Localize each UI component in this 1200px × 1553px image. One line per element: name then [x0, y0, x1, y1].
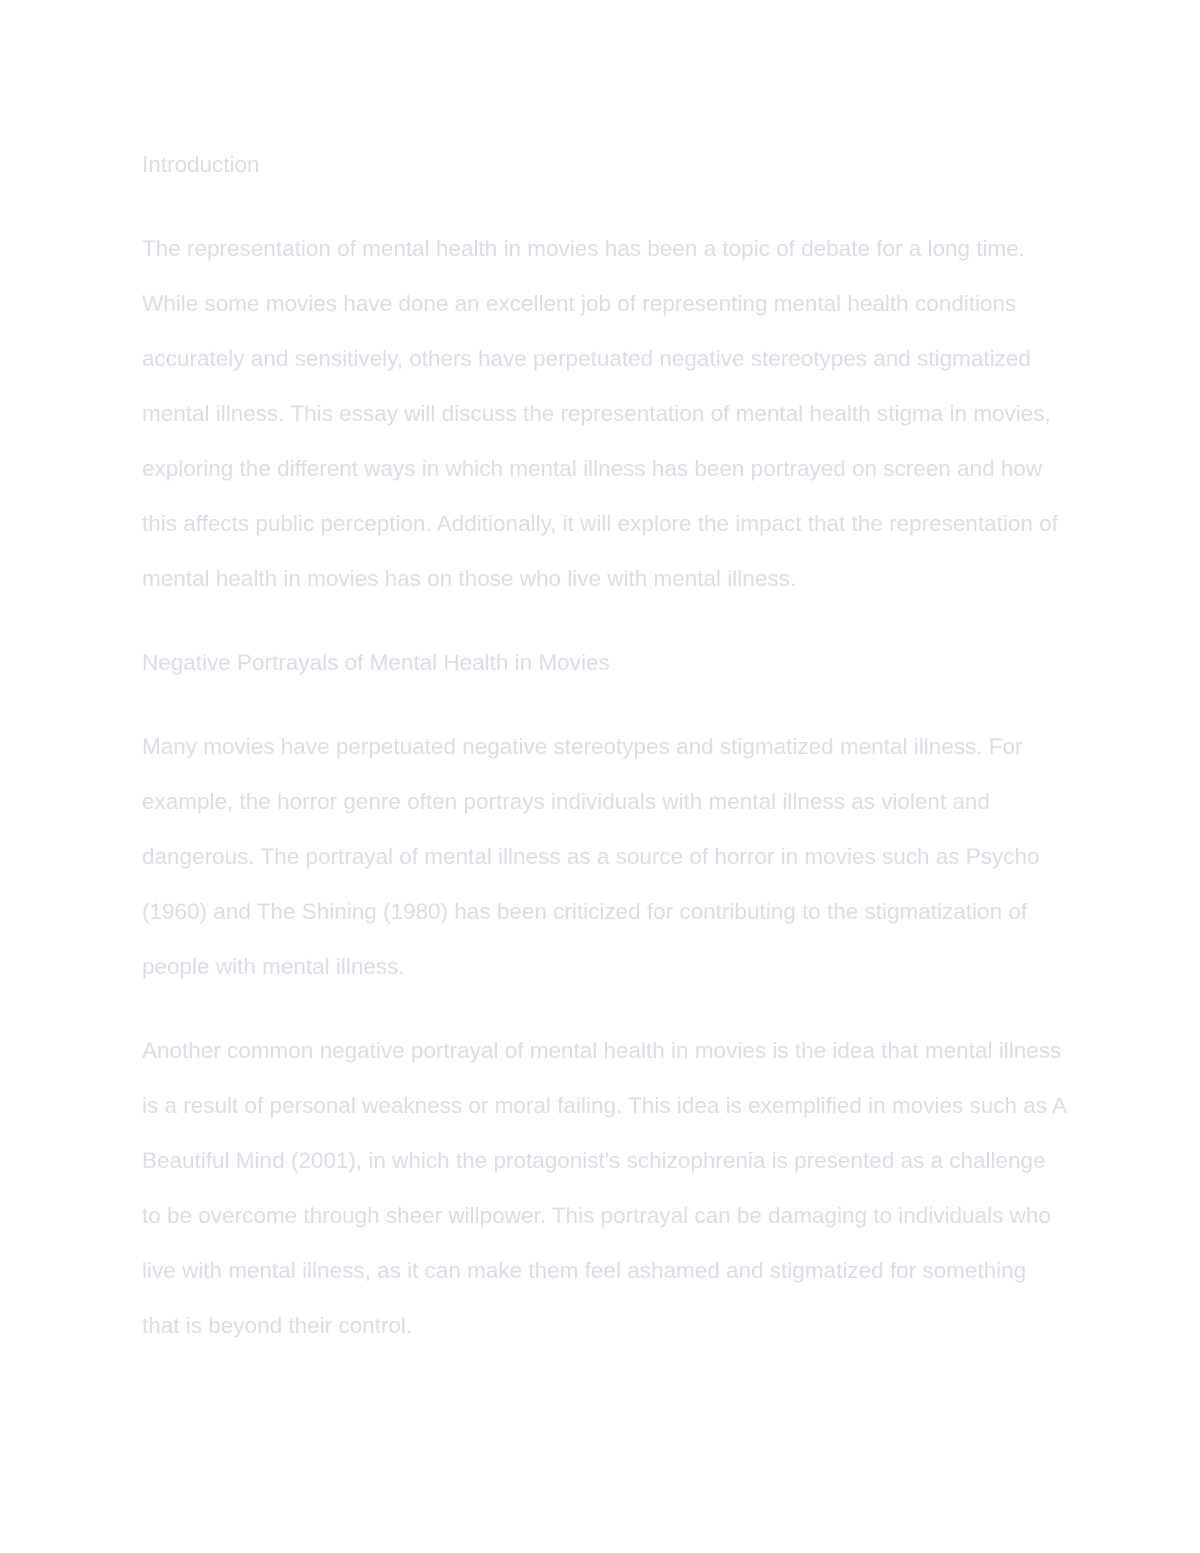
intro-paragraph: The representation of mental health in movies has been a topic of debate for a long time. While some movies have done an excellent job of representing mental health conditions accurately and sensitively, others have perpetuated negative stereotypes and stigmatized mental illness. This essay will discuss the representation of mental health stigma in movies, exploring the different ways in which mental illness has been portrayed on screen and how this affects public perception. Additionally, it will explore the impact that the representation of mental health in movies has on those who live with mental illness.: [142, 236, 1058, 591]
section-heading: Negative Portrayals of Mental Health in Movies: [142, 650, 610, 675]
body-paragraph-2: Another common negative portrayal of mental health in movies is the idea that mental illness is a result of personal weakness or moral failing. This idea is exemplified in movies such as A Beautiful Mind (2001), in which the protagonist's schizophrenia is presented as a challenge to be overcome through sheer willpower. This portrayal can be damaging to individuals who live with mental illness, as it can make them feel ashamed and stigmatized for something that is beyond their control.: [142, 1038, 1066, 1338]
document-body: [142, 137, 1067, 1382]
body-paragraph-1: Many movies have perpetuated negative stereotypes and stigmatized mental illness. For example, the horror genre often portrays individuals with mental illness as violent and dangerous. The portrayal of mental illness as a source of horror in movies such as Psycho (1960) and The Shining (1980) has been criticized for contributing to the stigmatization of people with mental illness.: [142, 734, 1040, 979]
intro-heading: Introduction: [142, 152, 260, 177]
